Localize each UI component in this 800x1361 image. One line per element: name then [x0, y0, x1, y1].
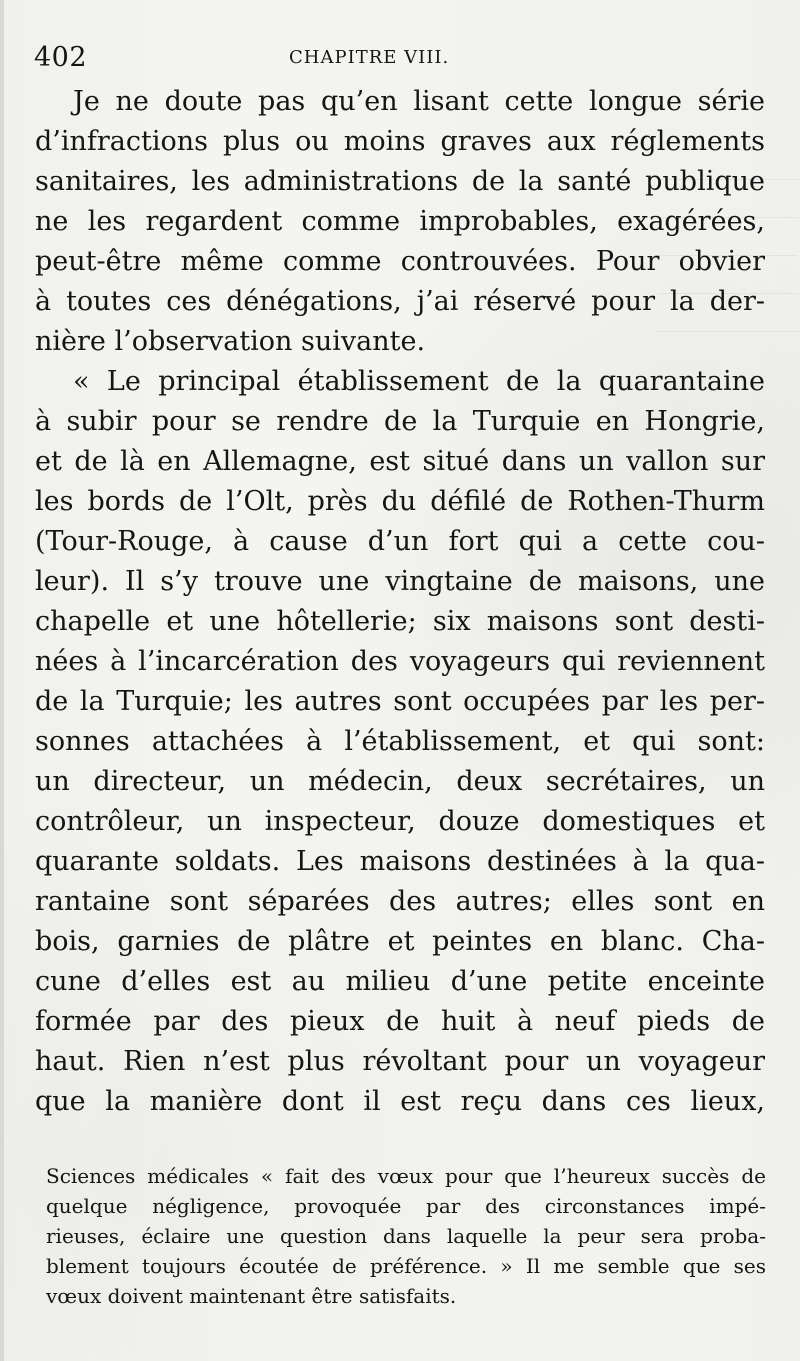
- page-header: [34, 40, 774, 76]
- footnote-line: quelque négligence, provoquée par des circonstances impé-: [46, 1194, 766, 1218]
- text-line: nière l’observation suivante.: [35, 326, 426, 357]
- text-line: à subir pour se rendre de la Turquie en Hongrie,: [35, 406, 765, 437]
- text-line: « Le principal établissement de la quarantaine: [73, 366, 765, 397]
- text-line: leur). Il s’y trouve une vingtaine de maisons, une: [35, 566, 765, 597]
- footnote: [46, 1161, 766, 1311]
- text-line: de la Turquie; les autres sont occupées par les per-: [35, 686, 765, 717]
- text-line: chapelle et une hôtellerie; six maisons sont desti-: [35, 606, 765, 637]
- text-line: bois, garnies de plâtre et peintes en blanc. Cha-: [35, 926, 765, 957]
- text-line: que la manière dont il est reçu dans ces lieux,: [35, 1086, 765, 1117]
- text-line: rantaine sont séparées des autres; elles sont en: [35, 886, 765, 917]
- text-line: quarante soldats. Les maisons destinées à la qua-: [35, 846, 765, 877]
- text-line: nées à l’incarcération des voyageurs qui reviennent: [35, 646, 765, 677]
- text-line: d’infractions plus ou moins graves aux réglements: [35, 126, 765, 157]
- footnote-line: vœux doivent maintenant être satisfaits.: [46, 1284, 457, 1308]
- text-line: (Tour-Rouge, à cause d’un fort qui a cette cou-: [35, 526, 765, 557]
- text-line: contrôleur, un inspecteur, douze domestiques et: [35, 806, 765, 837]
- text-line: sonnes attachées à l’établissement, et qui sont:: [35, 726, 765, 757]
- text-line: et de là en Allemagne, est situé dans un vallon sur: [35, 446, 765, 477]
- text-line: sanitaires, les administrations de la santé publique: [35, 166, 765, 197]
- text-line: peut-être même comme controuvées. Pour obvier: [35, 246, 765, 277]
- chapter-title: CHAPITRE VIII.: [289, 47, 450, 68]
- text-line: les bords de l’Olt, près du défilé de Rothen-Thurm: [35, 486, 765, 517]
- text-line: Je ne doute pas qu’en lisant cette longue série: [73, 86, 765, 117]
- footnote-line: rieuses, éclaire une question dans laquelle la peur sera proba-: [46, 1224, 766, 1248]
- page-number: 402: [34, 42, 88, 73]
- text-line: ne les regardent comme improbables, exagérées,: [35, 206, 765, 237]
- text-line: formée par des pieux de huit à neuf pieds de: [35, 1006, 765, 1037]
- text-line: haut. Rien n’est plus révoltant pour un voyageur: [35, 1046, 765, 1077]
- text-line: à toutes ces dénégations, j’ai réservé pour la der-: [35, 286, 765, 317]
- text-line: un directeur, un médecin, deux secrétaires, un: [35, 766, 765, 797]
- page-edge: [0, 0, 4, 1361]
- footnote-line: Sciences médicales « fait des vœux pour que l’heureux succès de: [46, 1164, 766, 1188]
- text-line: cune d’elles est au milieu d’une petite enceinte: [35, 966, 765, 997]
- footnote-line: blement toujours écoutée de préférence. » Il me semble que ses: [46, 1254, 766, 1278]
- main-text: [35, 82, 765, 1122]
